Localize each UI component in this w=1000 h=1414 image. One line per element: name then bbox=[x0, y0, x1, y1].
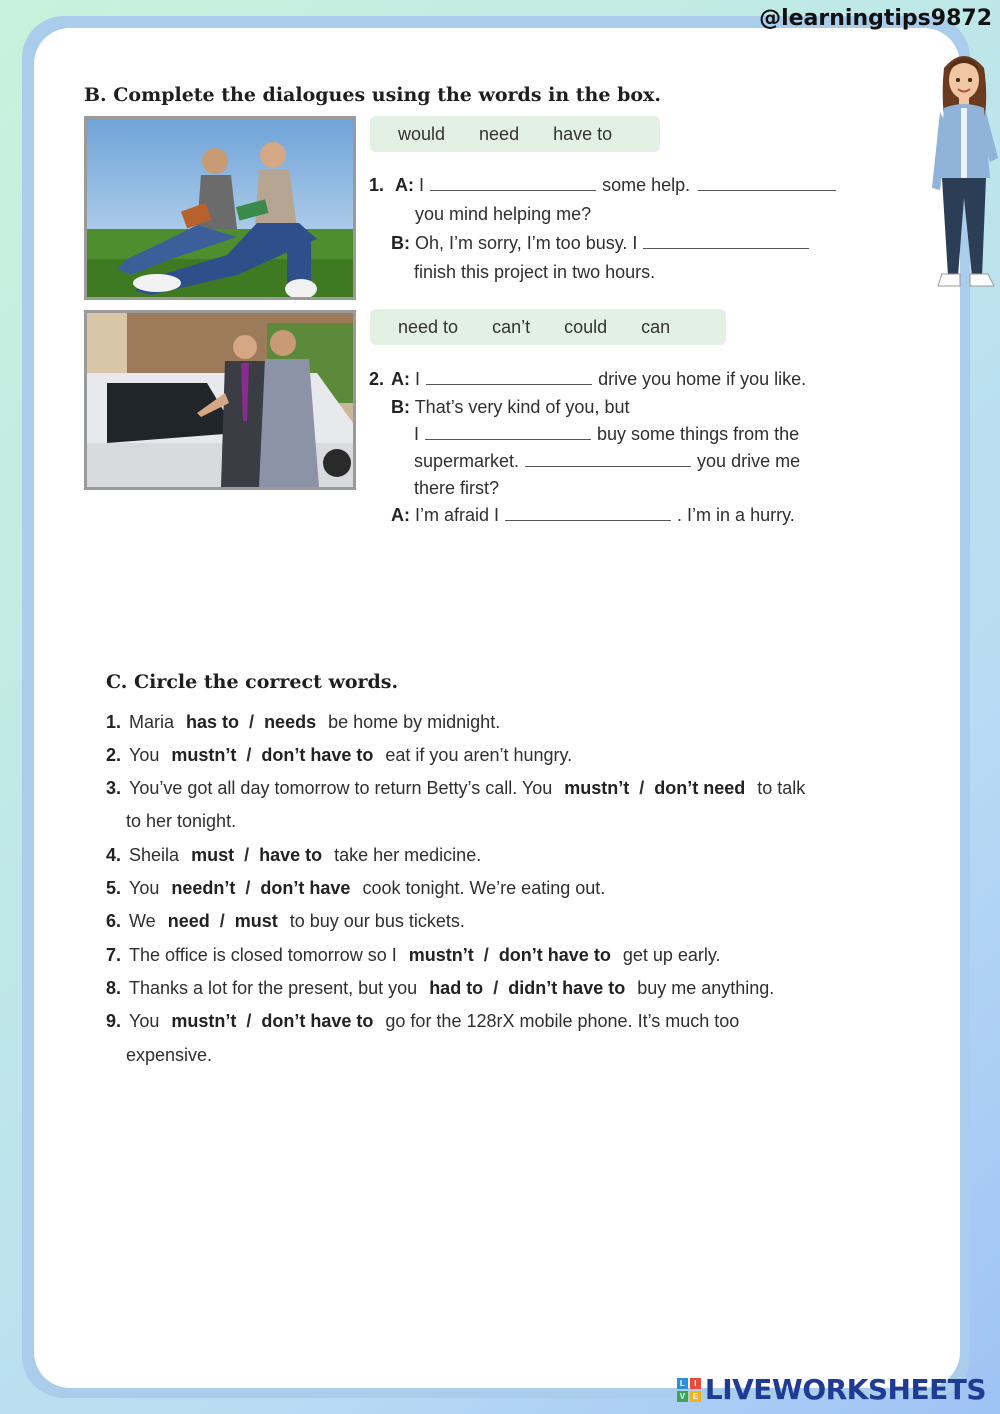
watermark-handle: @learningtips9872 bbox=[759, 6, 992, 31]
word-box-1-item: have to bbox=[553, 123, 613, 144]
option-choice[interactable]: mustn’t bbox=[564, 778, 630, 798]
option-choice[interactable]: don’t need bbox=[654, 778, 746, 798]
word-box-2 bbox=[370, 309, 726, 345]
option-choice[interactable]: mustn’t bbox=[408, 945, 474, 965]
item-number: 6. bbox=[106, 911, 122, 931]
item-text-before: We bbox=[129, 911, 156, 931]
item-number: 5. bbox=[106, 878, 122, 898]
item-text-after: buy me anything. bbox=[637, 978, 775, 998]
dialogue-text: That’s very kind of you, but bbox=[414, 397, 630, 417]
speaker-label: B: bbox=[391, 233, 410, 253]
answer-blank[interactable] bbox=[525, 450, 691, 467]
speaker-label: B: bbox=[391, 397, 410, 417]
item-text-before: You’ve got all day tomorrow to return Betty’s call. You bbox=[129, 778, 553, 798]
option-choice[interactable]: needs bbox=[264, 712, 317, 732]
exercise-item bbox=[106, 711, 500, 733]
dialogue-2-line-1 bbox=[369, 368, 806, 390]
dialogue-1-line-1 bbox=[369, 174, 842, 196]
exercise-item-continuation: expensive. bbox=[126, 1045, 213, 1065]
item-text-after: cook tonight. We’re eating out. bbox=[362, 878, 606, 898]
item-number: 4. bbox=[106, 845, 122, 865]
dialogue-text: you drive me bbox=[697, 451, 801, 471]
dialogue-text: supermarket. bbox=[414, 451, 520, 471]
option-separator: / bbox=[246, 1011, 252, 1031]
dialogue-2-line-2 bbox=[391, 396, 629, 418]
exercise-item-continuation: to her tonight. bbox=[126, 811, 237, 831]
dialogue-text: buy some things from the bbox=[597, 424, 800, 444]
option-separator: / bbox=[245, 878, 251, 898]
option-separator: / bbox=[493, 978, 499, 998]
item-text-after: go for the 128rX mobile phone. It’s much too bbox=[385, 1011, 740, 1031]
option-separator: / bbox=[249, 712, 255, 732]
item-text-after: eat if you aren’t hungry. bbox=[385, 745, 573, 765]
dialogue-text: . I’m in a hurry. bbox=[677, 505, 795, 525]
word-box-1-item: would bbox=[398, 123, 446, 144]
logo-tile: I bbox=[690, 1378, 701, 1389]
option-choice[interactable]: needn’t bbox=[171, 878, 236, 898]
dialogue-text: Oh, I’m sorry, I’m too busy. I bbox=[415, 233, 638, 253]
photo-teenagers-studying bbox=[84, 116, 356, 300]
dialogue-number: 1. bbox=[369, 175, 385, 195]
dialogue-text: some help. bbox=[602, 175, 691, 195]
option-choice[interactable]: have to bbox=[259, 845, 323, 865]
word-box-2-item: could bbox=[564, 316, 608, 337]
word-box-2-item: need to bbox=[398, 316, 459, 337]
liveworksheets-logo bbox=[677, 1373, 986, 1406]
logo-tile: V bbox=[677, 1391, 688, 1402]
dialogue-2-line-5: there first? bbox=[414, 478, 500, 498]
option-choice[interactable]: mustn’t bbox=[171, 1011, 237, 1031]
option-choice[interactable]: need bbox=[167, 911, 210, 931]
exercise-item bbox=[106, 944, 721, 966]
section-b-title: B. Complete the dialogues using the words in the box. bbox=[84, 84, 661, 106]
item-number: 9. bbox=[106, 1011, 122, 1031]
dialogue-2-line-4 bbox=[414, 450, 800, 472]
item-number: 1. bbox=[106, 712, 122, 732]
dialogue-text: I bbox=[414, 424, 420, 444]
dialogue-1-line-4: finish this project in two hours. bbox=[414, 262, 656, 282]
answer-blank[interactable] bbox=[425, 423, 591, 440]
word-box-2-item: can bbox=[641, 316, 671, 337]
speaker-label: A: bbox=[391, 505, 410, 525]
exercise-item bbox=[106, 877, 605, 899]
item-text-before: The office is closed tomorrow so I bbox=[129, 945, 397, 965]
item-number: 8. bbox=[106, 978, 122, 998]
answer-blank[interactable] bbox=[505, 504, 671, 521]
speaker-label: A: bbox=[391, 369, 411, 389]
answer-blank[interactable] bbox=[430, 174, 596, 191]
answer-blank[interactable] bbox=[698, 174, 836, 191]
item-text-before: You bbox=[129, 878, 160, 898]
exercise-item bbox=[106, 1010, 739, 1032]
word-box-1-item: need bbox=[479, 123, 520, 144]
item-number: 2. bbox=[106, 745, 122, 765]
brand-name: LIVEWORKSHEETS bbox=[704, 1373, 986, 1406]
exercise-item bbox=[106, 844, 481, 866]
item-text-before: Maria bbox=[129, 712, 175, 732]
dialogue-1-line-2: you mind helping me? bbox=[415, 204, 592, 224]
answer-blank[interactable] bbox=[643, 232, 809, 249]
dialogue-2-line-6 bbox=[391, 504, 795, 526]
option-choice[interactable]: don’t have to bbox=[498, 945, 611, 965]
item-text-before: Thanks a lot for the present, but you bbox=[129, 978, 418, 998]
option-separator: / bbox=[219, 911, 225, 931]
option-choice[interactable]: mustn’t bbox=[171, 745, 237, 765]
logo-tile: E bbox=[690, 1391, 701, 1402]
exercise-item bbox=[106, 777, 805, 799]
dialogue-2-line-3 bbox=[414, 423, 799, 445]
item-text-after: be home by midnight. bbox=[328, 712, 501, 732]
item-text-after: take her medicine. bbox=[334, 845, 482, 865]
item-number: 3. bbox=[106, 778, 122, 798]
dialogue-text: I bbox=[419, 175, 425, 195]
option-separator: / bbox=[639, 778, 645, 798]
item-number: 7. bbox=[106, 945, 122, 965]
item-text-after: to talk bbox=[757, 778, 806, 798]
option-separator: / bbox=[483, 945, 489, 965]
dialogue-1-line-3 bbox=[391, 232, 815, 254]
exercise-item bbox=[106, 977, 774, 999]
item-text-after: to buy our bus tickets. bbox=[289, 911, 465, 931]
word-box-1 bbox=[370, 116, 660, 152]
exercise-item bbox=[106, 910, 465, 932]
speaker-label: A: bbox=[395, 175, 415, 195]
logo-tile: L bbox=[677, 1378, 688, 1389]
teacher-illustration bbox=[928, 38, 1000, 294]
option-choice[interactable]: has to bbox=[186, 712, 240, 732]
option-choice[interactable]: don’t have to bbox=[261, 745, 374, 765]
dialogue-text: drive you home if you like. bbox=[598, 369, 807, 389]
section-c-title: C. Circle the correct words. bbox=[106, 671, 399, 693]
item-text-before: You bbox=[129, 1011, 160, 1031]
option-choice[interactable]: don’t have to bbox=[261, 1011, 374, 1031]
word-box-2-item: can’t bbox=[492, 316, 531, 337]
option-choice[interactable]: didn’t have to bbox=[508, 978, 626, 998]
answer-blank[interactable] bbox=[426, 368, 592, 385]
brand-logo-icon bbox=[677, 1378, 701, 1402]
item-text-before: Sheila bbox=[129, 845, 180, 865]
item-text-before: You bbox=[129, 745, 160, 765]
option-separator: / bbox=[246, 745, 252, 765]
option-choice[interactable]: had to bbox=[429, 978, 484, 998]
photo-car-showroom bbox=[84, 310, 356, 490]
dialogue-text: I bbox=[415, 369, 421, 389]
option-choice[interactable]: must bbox=[191, 845, 235, 865]
exercise-item bbox=[106, 744, 572, 766]
item-text-after: get up early. bbox=[622, 945, 721, 965]
option-choice[interactable]: must bbox=[234, 911, 278, 931]
dialogue-number: 2. bbox=[369, 369, 385, 389]
option-separator: / bbox=[244, 845, 250, 865]
option-choice[interactable]: don’t have bbox=[260, 878, 351, 898]
dialogue-text: I’m afraid I bbox=[415, 505, 500, 525]
